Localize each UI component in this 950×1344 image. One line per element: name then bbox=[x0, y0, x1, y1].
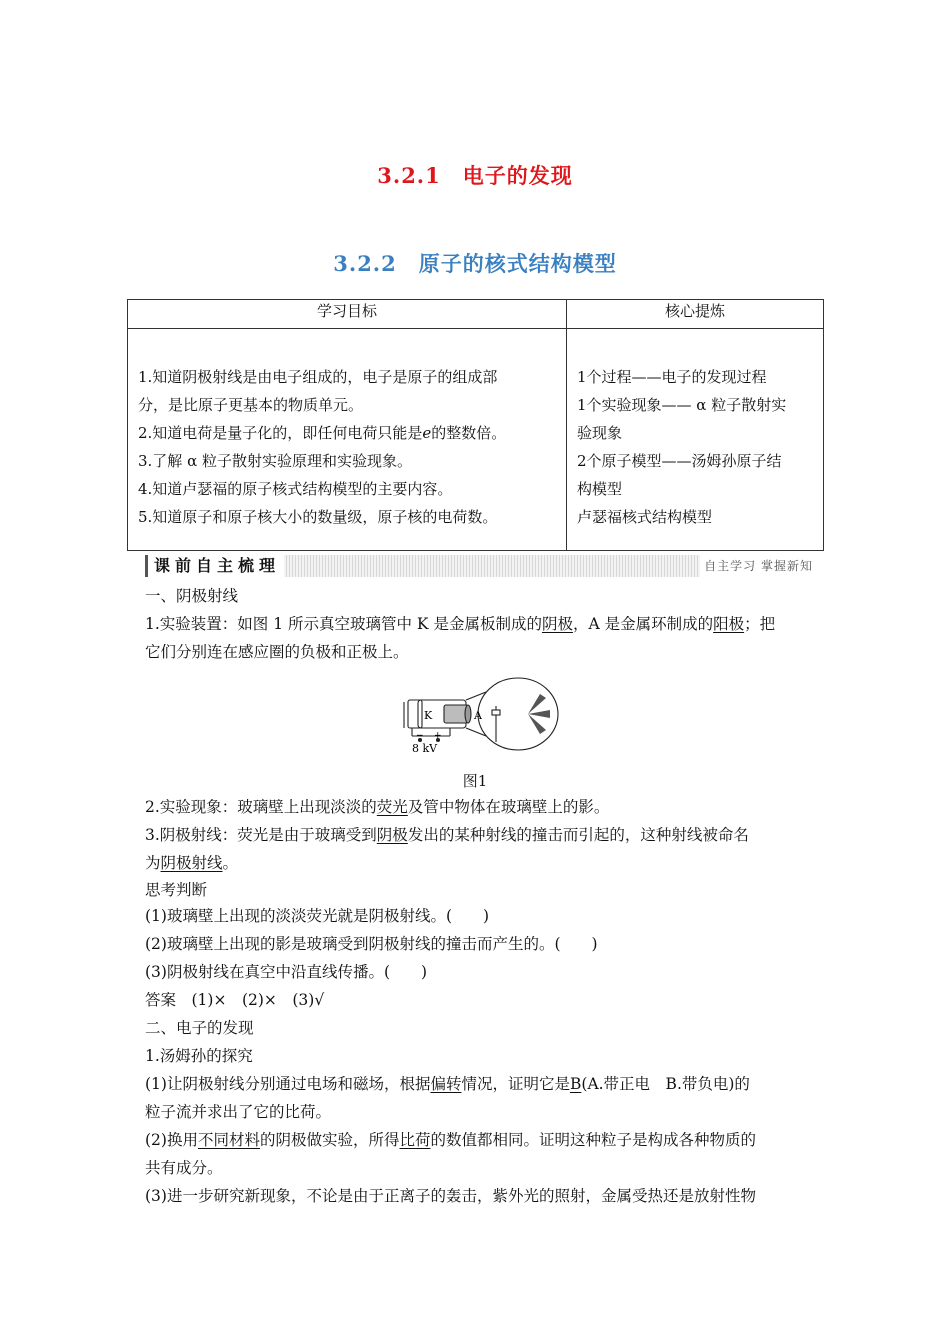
goal-line: 2.知道电荷是量子化的，即任何电荷只能是e的整数倍。 bbox=[138, 424, 507, 442]
paragraph-cathode-ray: 3.阴极射线：荧光是由于玻璃受到阴极发出的某种射线的撞击而引起的，这种射线被命名 bbox=[145, 826, 749, 844]
paragraph-thomson-1: (1)让阴极射线分别通过电场和磁场，根据偏转情况，证明它是B(A.带正电 B.带负电)的 bbox=[145, 1075, 750, 1093]
core-summary-cell bbox=[567, 329, 824, 551]
paragraph-apparatus-cont: 它们分别连在感应圈的负极和正极上。 bbox=[145, 643, 409, 661]
summary-line: 1个过程——电子的发现过程 bbox=[577, 368, 767, 386]
label-plus: + bbox=[434, 731, 442, 741]
section-header-bar bbox=[145, 555, 817, 577]
objectives-table bbox=[127, 299, 824, 551]
goal-line: 5.知道原子和原子核大小的数量级，原子核的电荷数。 bbox=[138, 508, 498, 526]
cathode-ray-tube-figure bbox=[400, 672, 560, 754]
label-voltage: 8 kV bbox=[412, 742, 438, 754]
heading-cathode-ray: 一、阴极射线 bbox=[145, 587, 239, 605]
summary-line: 验现象 bbox=[577, 424, 623, 442]
summary-line: 卢瑟福核式结构模型 bbox=[577, 508, 713, 526]
goal-line: 4.知道卢瑟福的原子核式结构模型的主要内容。 bbox=[138, 480, 453, 498]
paragraph-thomson-2-cont: 共有成分。 bbox=[145, 1159, 223, 1177]
title-section-3-2-2: 3.2.2 原子的核式结构模型 bbox=[333, 251, 617, 276]
label-minus: − bbox=[416, 731, 424, 741]
paragraph-phenomenon: 2.实验现象：玻璃壁上出现淡淡的荧光及管中物体在玻璃壁上的影。 bbox=[145, 798, 610, 816]
heading-think-judge: 思考判断 bbox=[145, 881, 208, 899]
figure-caption: 图1 bbox=[462, 772, 488, 790]
heading-thomson: 1.汤姆孙的探究 bbox=[145, 1047, 253, 1065]
paragraph-apparatus: 1.实验装置：如图 1 所示真空玻璃管中 K 是金属板制成的阴极，A 是金属环制成的阳极；把 bbox=[145, 615, 776, 633]
paragraph-cathode-ray-cont: 为阴极射线。 bbox=[145, 854, 239, 872]
summary-line: 构模型 bbox=[577, 480, 623, 498]
question-3: (3)阴极射线在真空中沿直线传播。( ) bbox=[145, 963, 428, 981]
section-subtitle: 自主学习 掌握新知 bbox=[700, 555, 817, 577]
paragraph-thomson-3: (3)进一步研究新现象，不论是由于正离子的轰击，紫外光的照射，金属受热还是放射性物 bbox=[145, 1187, 756, 1205]
summary-line: 2个原子模型——汤姆孙原子结 bbox=[577, 452, 782, 470]
goal-line: 分，是比原子更基本的物质单元。 bbox=[138, 396, 364, 414]
heading-electron-discovery: 二、电子的发现 bbox=[145, 1019, 254, 1037]
goal-line: 3.了解 α 粒子散射实验原理和实验现象。 bbox=[138, 452, 412, 470]
section-title: 课前自主梳理 bbox=[145, 555, 284, 577]
label-a: A bbox=[474, 709, 482, 722]
learning-goals-cell bbox=[128, 329, 567, 551]
paragraph-thomson-2: (2)换用不同材料的阴极做实验，所得比荷的数值都相同。证明这种粒子是构成各种物质的 bbox=[145, 1131, 757, 1149]
label-k: K bbox=[424, 709, 433, 722]
question-2: (2)玻璃壁上出现的影是玻璃受到阴极射线的撞击而产生的。( ) bbox=[145, 935, 598, 953]
question-1: (1)玻璃壁上出现的淡淡荧光就是阴极射线。( ) bbox=[145, 907, 490, 925]
goal-line: 1.知道阴极射线是由电子组成的，电子是原子的组成部 bbox=[138, 368, 498, 386]
header-core-summary: 核心提炼 bbox=[567, 300, 824, 329]
title-section-3-2-1: 3.2.1 电子的发现 bbox=[377, 163, 573, 188]
header-learning-goals: 学习目标 bbox=[128, 300, 567, 329]
paragraph-thomson-1-cont: 粒子流并求出了它的比荷。 bbox=[145, 1103, 332, 1121]
summary-line: 1个实验现象—— α 粒子散射实 bbox=[577, 396, 787, 414]
answer-line: 答案 (1)× (2)× (3)√ bbox=[145, 991, 325, 1009]
